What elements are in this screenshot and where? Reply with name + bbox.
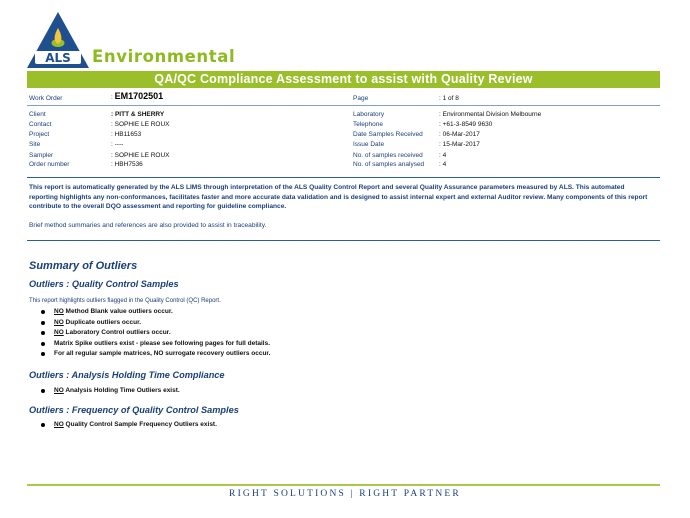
order-number-value: : HBH7536 bbox=[111, 161, 143, 168]
divider bbox=[27, 105, 660, 106]
samples-analysed-value: : 4 bbox=[439, 161, 447, 168]
bullet-icon bbox=[41, 331, 45, 335]
date-received-label: Date Samples Received bbox=[353, 131, 423, 138]
qc-samples-note: This report highlights outliers flagged in the Quality Control (QC) Report. bbox=[29, 298, 221, 304]
bullet-icon bbox=[41, 423, 45, 427]
samples-received-value: : 4 bbox=[439, 152, 447, 159]
sampler-value: : SOPHIE LE ROUX bbox=[111, 152, 170, 159]
laboratory-value: : Environmental Division Melbourne bbox=[439, 111, 542, 118]
holding-time-list bbox=[41, 386, 180, 397]
report-title: QA/QC Compliance Assessment to assist with Quality Review bbox=[154, 72, 533, 86]
telephone-label: Telephone bbox=[353, 121, 383, 128]
list-item: NO Duplicate outliers occur. bbox=[41, 318, 270, 329]
bullet-icon bbox=[41, 342, 45, 346]
site-label: Site bbox=[29, 141, 41, 148]
list-item: NO Method Blank value outliers occur. bbox=[41, 307, 270, 318]
page-label: Page bbox=[353, 95, 369, 102]
samples-analysed-label: No. of samples analysed bbox=[353, 161, 425, 168]
date-received-value: : 06-Mar-2017 bbox=[439, 131, 480, 138]
list-item: NO Quality Control Sample Frequency Outliers exist. bbox=[41, 420, 217, 431]
brand-wordmark: Environmental bbox=[92, 47, 236, 66]
sampler-label: Sampler bbox=[29, 152, 54, 159]
order-number-label: Order number bbox=[29, 161, 70, 168]
bullet-icon bbox=[41, 352, 45, 356]
issue-date-label: Issue Date bbox=[353, 141, 385, 148]
list-item: NO Laboratory Control outliers occur. bbox=[41, 328, 270, 339]
divider bbox=[27, 240, 660, 241]
title-bar bbox=[27, 71, 660, 88]
holding-time-heading: Outliers : Analysis Holding Time Compliance bbox=[29, 370, 225, 380]
telephone-value: : +61-3-8549 9630 bbox=[439, 121, 493, 128]
bullet-icon bbox=[41, 310, 45, 314]
divider bbox=[27, 177, 660, 178]
laboratory-label: Laboratory bbox=[353, 111, 385, 118]
work-order-number: EM1702501 bbox=[114, 91, 164, 101]
footer-tagline: RIGHT SOLUTIONS | RIGHT PARTNER bbox=[229, 489, 461, 499]
qc-outlier-list bbox=[41, 307, 270, 360]
bullet-icon bbox=[41, 321, 45, 325]
frequency-list bbox=[41, 420, 217, 431]
als-logo bbox=[26, 11, 90, 69]
issue-date-value: : 15-Mar-2017 bbox=[439, 141, 480, 148]
contact-value: : SOPHIE LE ROUX bbox=[111, 121, 170, 128]
page-value: : 1 of 8 bbox=[439, 95, 459, 102]
list-item: Matrix Spike outliers exist - please see following pages for full details. bbox=[41, 339, 270, 350]
footer-divider bbox=[27, 484, 660, 486]
work-order-label: Work Order bbox=[29, 95, 63, 102]
frequency-heading: Outliers : Frequency of Quality Control Samples bbox=[29, 405, 239, 415]
project-value: : HB11653 bbox=[111, 131, 142, 138]
project-label: Project bbox=[29, 131, 50, 138]
list-item: NO Analysis Holding Time Outliers exist. bbox=[41, 386, 180, 397]
list-item: For all regular sample matrices, NO surrogate recovery outliers occur. bbox=[41, 349, 270, 360]
summary-heading: Summary of Outliers bbox=[29, 260, 138, 272]
client-value: : PITT & SHERRY bbox=[111, 111, 165, 118]
logo-text: ALS bbox=[45, 51, 71, 65]
contact-label: Contact bbox=[29, 121, 52, 128]
samples-received-label: No. of samples received bbox=[353, 152, 423, 159]
work-order-value: : EM1702501 bbox=[111, 91, 164, 101]
intro-note: Brief method summaries and references are also provided to assist in traceability. bbox=[29, 222, 267, 229]
client-label: Client bbox=[29, 111, 46, 118]
site-value: : ---- bbox=[111, 141, 124, 148]
intro-paragraph: This report is automatically generated by the ALS LIMS through interpretation of the ALS Quality Control Report and several Quality Assurance parameters measured by ALS. This automated reporting highlights any non-conformances, facilitates faster and more accurate data validation and is designed to assist internal expert and external Auditor review. Many components of this report contribute to the overall DQO assessment and reporting for guideline compliance. bbox=[29, 184, 648, 211]
bullet-icon bbox=[41, 389, 45, 393]
qc-samples-heading: Outliers : Quality Control Samples bbox=[29, 279, 179, 289]
